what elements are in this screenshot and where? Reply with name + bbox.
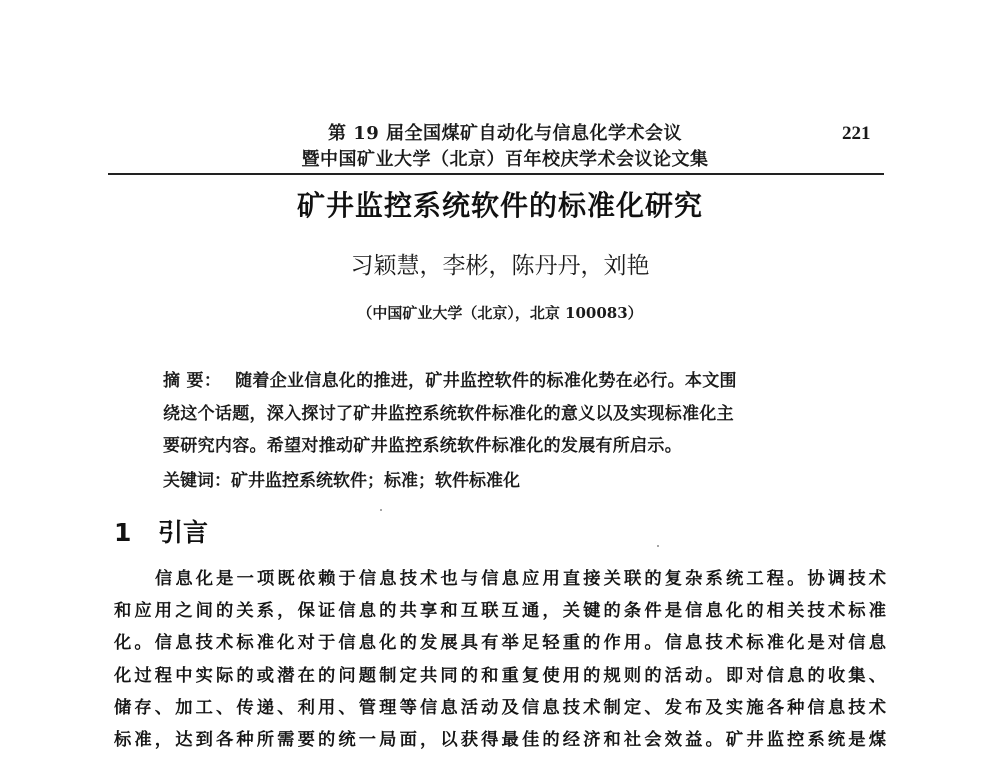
keywords-label: 关键词： <box>163 471 231 491</box>
proceedings-title: 暨中国矿业大学（北京）百年校庆学术会议论文集 <box>301 149 709 170</box>
running-header <box>290 121 720 173</box>
conference-title: 第 19 届全国煤矿自动化与信息化学术会议 <box>327 123 683 144</box>
author-list: 习颖慧，李彬，陈丹丹，刘艳 <box>350 253 650 279</box>
author-affiliation: （中国矿业大学（北京），北京 100083） <box>357 304 643 322</box>
keywords <box>163 465 520 497</box>
body-line: 化。信息技术标准化对于信息化的发展具有举足轻重的作用。信息技术标准化是对信息 <box>114 633 886 654</box>
abstract-line <box>163 365 843 398</box>
keywords-text: 矿井监控系统软件；标准；软件标准化 <box>231 471 520 491</box>
section-body <box>114 563 886 756</box>
page-number: 221 <box>842 123 871 144</box>
scan-speck <box>657 545 659 547</box>
body-line: 化过程中实际的或潜在的问题制定共同的和重复使用的规则的活动。即对信息的收集、 <box>114 665 886 686</box>
scan-speck <box>380 509 382 511</box>
abstract <box>163 365 843 463</box>
body-line: 标准，达到各种所需要的统一局面，以获得最佳的经济和社会效益。矿井监控系统是煤 <box>114 729 886 750</box>
body-line: 储存、加工、传递、利用、管理等信息活动及信息技术制定、发布及实施各种信息技术 <box>114 697 886 718</box>
paper-title: 矿井监控系统软件的标准化研究 <box>296 189 703 222</box>
section-heading <box>114 514 208 552</box>
abstract-line: 绕这个话题，深入探讨了矿井监控系统软件标准化的意义以及实现标准化主 <box>163 403 734 424</box>
abstract-text: 随着企业信息化的推进，矿井监控软件的标准化势在必行。本文围 <box>235 371 737 391</box>
body-line: 和应用之间的关系，保证信息的共享和互联互通，关键的条件是信息化的相关技术标准 <box>114 601 886 622</box>
abstract-line: 要研究内容。希望对推动矿井监控系统软件标准化的发展有所启示。 <box>163 436 682 456</box>
section-number: 1 <box>114 518 132 547</box>
section-title: 引言 <box>158 518 209 547</box>
body-line: 信息化是一项既依赖于信息技术也与信息应用直接关联的复杂系统工程。协调技术 <box>155 569 886 589</box>
header-rule <box>108 173 884 175</box>
abstract-label: 摘 要： <box>163 371 222 391</box>
